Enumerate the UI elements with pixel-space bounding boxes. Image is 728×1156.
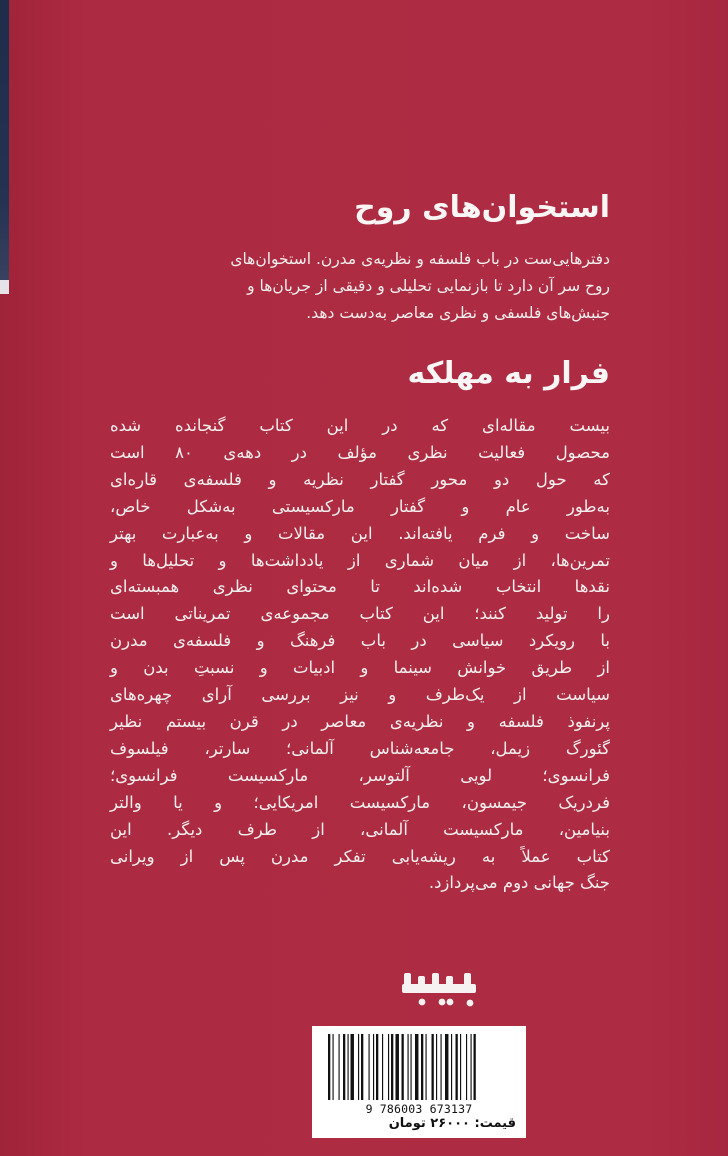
book-description-line: نقدها انتخاب شده‌اند تا محتوای نظری همبسته‌ای: [110, 577, 610, 597]
book-description-line: پرنفوذ فلسفه و نظریه‌ی معاصر در قرن بیستم نظیر: [110, 711, 610, 731]
book-description-line: ساخت و فرم یافته‌اند. این مقالات و به‌عبارت بهتر: [110, 523, 610, 543]
book-description-line: که حول دو محور گفتار نظریه و فلسفه‌ی قاره‌ای: [110, 469, 610, 489]
book-description-line: را تولید کنند؛ این کتاب مجموعه‌ی تمریناتی است: [110, 604, 610, 624]
book-description-line: بیست مقاله‌ای که در این کتاب گنجانده شده: [110, 416, 610, 435]
book-description: [110, 413, 610, 897]
book-description-line: محصول فعالیت نظری مؤلف در دهه‌ی ۸۰ است: [110, 442, 611, 462]
book-description-line: سیاست از یک‌طرف و نیز بررسی آرای چهره‌های: [110, 685, 610, 705]
book-description-line: کتاب عملاً به ریشه‌یابی تفکر مدرن پس از ویرانی: [110, 846, 610, 866]
book-description-line: گئورگ زیمل، جامعه‌شناس آلمانی؛ سارتر، فیلسوف: [110, 738, 610, 758]
book-description-line: فردریک جیمسون، مارکسیست امریکایی؛ و یا والتر: [110, 792, 610, 812]
isbn-number: 9 786003 673137: [365, 1102, 473, 1116]
series-description-line: دفترهایی‌ست در باب فلسفه و نظریه‌ی مدرن. استخوان‌های: [230, 250, 610, 268]
book-title: فرار به مهلکه: [407, 356, 610, 391]
book-description-line: بنیامین، مارکسیست آلمانی، از طرف دیگر. این: [110, 819, 610, 839]
book-description-line: جنگ جهانی دوم می‌پردازد.: [428, 873, 610, 893]
spine-edge: [0, 0, 9, 288]
book-description-line: فرانسوی؛ لویی آلتوسر، مارکسیست فرانسوی؛: [110, 765, 610, 785]
book-description-line: تمرین‌ها، از میان شماری از یادداشت‌ها و تحلیل‌ها و: [110, 550, 610, 570]
publisher-logo-icon: [398, 970, 480, 1010]
book-description-line: با رویکرد سیاسی در باب فرهنگ و فلسفه‌ی مدرن: [110, 631, 610, 651]
book-description-line: به‌طور عام و گفتار مارکسیستی به‌شکل خاص،: [110, 496, 610, 516]
book-description-line: از طریق خوانش سینما و ادبیات و نسبتِ بدن و: [110, 658, 610, 678]
barcode-icon: [326, 1034, 514, 1100]
series-description-line: روح سر آن دارد تا بازنمایی تحلیلی و دقیقی از جریان‌ها و: [247, 277, 610, 295]
spine-marker: [0, 280, 9, 294]
series-title: استخوان‌های روح: [354, 190, 610, 225]
series-description: [110, 246, 610, 327]
series-description-line: جنبش‌های فلسفی و نظری معاصر به‌دست دهد.: [306, 304, 610, 322]
price-label: قیمت: ۲۶۰۰۰ تومان: [388, 1116, 516, 1131]
barcode-label: [312, 1026, 526, 1138]
